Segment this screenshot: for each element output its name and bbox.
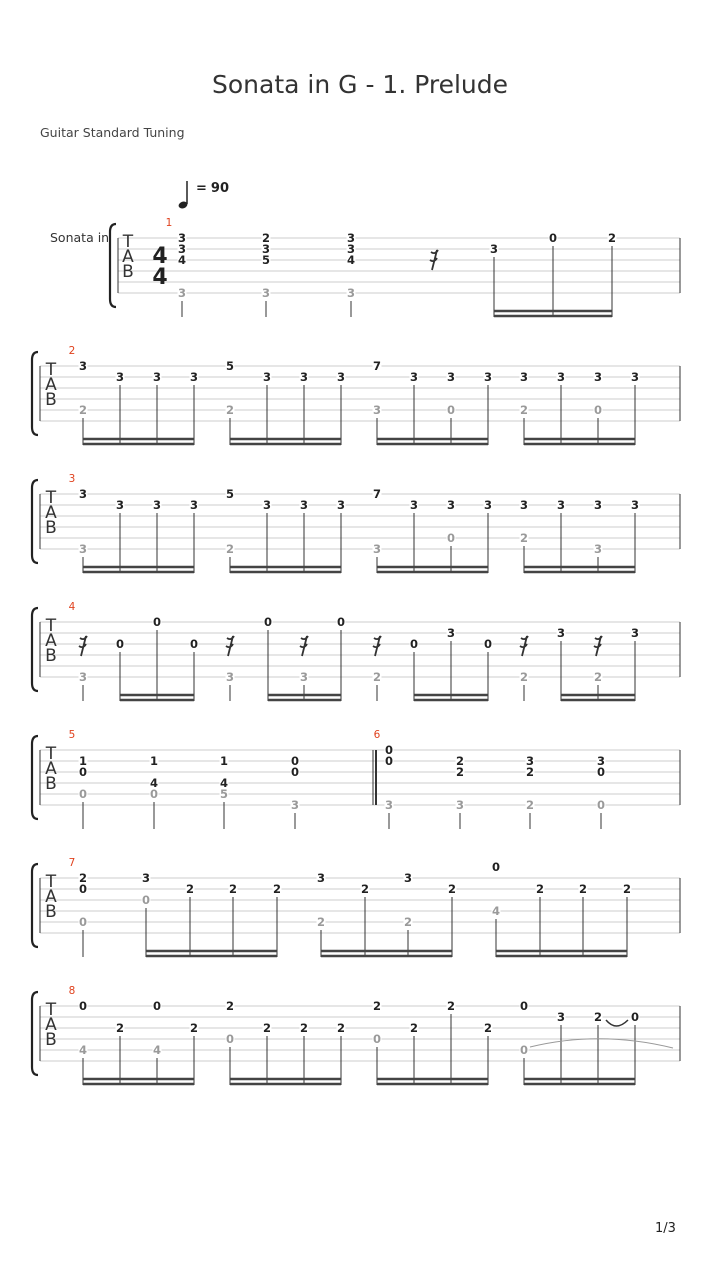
tab-clef-letter: T — [45, 744, 57, 764]
fret-number: 3 — [483, 370, 493, 384]
fret-number: 3 — [630, 626, 640, 640]
fret-number: 3 — [556, 498, 566, 512]
fret-number: 0 — [519, 999, 529, 1013]
fret-number: 3 — [525, 754, 535, 768]
tab-clef-letter: T — [45, 1000, 57, 1020]
fret-number: 3 — [596, 754, 606, 768]
rest-icon — [520, 636, 528, 656]
fret-number: 3 — [152, 370, 162, 384]
fret-number: 3 — [336, 498, 346, 512]
fret-number: 0 — [115, 637, 125, 651]
fret-number: 2 — [316, 915, 326, 929]
measure-number: 4 — [68, 601, 76, 613]
fret-number: 0 — [372, 1032, 382, 1046]
fret-number: 3 — [556, 370, 566, 384]
system-bracket — [32, 864, 38, 947]
fret-number: 2 — [525, 798, 535, 812]
fret-number: 3 — [177, 231, 187, 245]
fret-number: 0 — [519, 1043, 529, 1057]
fret-number: 0 — [78, 765, 88, 779]
tab-clef-letter: A — [45, 759, 57, 779]
fret-number: 0 — [290, 754, 300, 768]
tab-clef-letter: B — [45, 646, 57, 666]
fret-number: 0 — [596, 765, 606, 779]
rest-icon — [300, 636, 308, 656]
fret-number: 3 — [78, 670, 88, 684]
fret-number: 3 — [290, 798, 300, 812]
fret-number: 2 — [446, 999, 456, 1013]
fret-number: 2 — [519, 670, 529, 684]
fret-number: 2 — [622, 882, 632, 896]
tuning-label: Guitar Standard Tuning — [40, 125, 185, 140]
fret-number: 3 — [115, 370, 125, 384]
fret-number: 5 — [225, 359, 235, 373]
fret-number: 3 — [556, 1010, 566, 1024]
fret-number: 3 — [299, 670, 309, 684]
fret-number: 3 — [336, 370, 346, 384]
fret-number: 3 — [372, 403, 382, 417]
fret-number: 2 — [185, 882, 195, 896]
tempo-equals: = — [196, 181, 207, 196]
fret-number: 2 — [519, 531, 529, 545]
fret-number: 0 — [189, 637, 199, 651]
fret-number: 0 — [290, 765, 300, 779]
fret-number: 3 — [262, 370, 272, 384]
fret-number: 3 — [141, 871, 151, 885]
fret-number: 2 — [403, 915, 413, 929]
fret-number: 0 — [491, 860, 501, 874]
tab-clef-letter: T — [45, 360, 57, 380]
fret-number: 3 — [177, 286, 187, 300]
rest-icon — [79, 636, 87, 656]
fret-number: 3 — [152, 498, 162, 512]
fret-number: 1 — [78, 754, 88, 768]
fret-number: 2 — [455, 754, 465, 768]
fret-number: 2 — [299, 1021, 309, 1035]
tab-clef-letter: A — [122, 247, 134, 267]
fret-number: 2 — [262, 1021, 272, 1035]
measure-number: 3 — [68, 473, 76, 485]
fret-number: 4 — [346, 253, 356, 267]
system-bracket — [32, 480, 38, 563]
fret-number: 4 — [78, 1043, 88, 1057]
fret-number: 3 — [455, 798, 465, 812]
fret-number: 0 — [141, 893, 151, 907]
measure-number: 5 — [68, 729, 76, 741]
tab-clef-letter: T — [45, 616, 57, 636]
fret-number: 0 — [152, 615, 162, 629]
fret-number: 3 — [556, 626, 566, 640]
fret-number: 3 — [225, 670, 235, 684]
fret-number: 0 — [78, 999, 88, 1013]
fret-number: 0 — [593, 403, 603, 417]
fret-number: 2 — [225, 542, 235, 556]
track-name: Sonata in — [50, 230, 110, 245]
fret-number: 2 — [519, 403, 529, 417]
page-title: Sonata in G - 1. Prelude — [211, 70, 508, 99]
rest-icon — [226, 636, 234, 656]
fret-number: 3 — [372, 542, 382, 556]
fret-number: 0 — [446, 531, 456, 545]
fret-number: 1 — [149, 754, 159, 768]
fret-number: 0 — [384, 754, 394, 768]
fret-number: 1 — [219, 754, 229, 768]
fret-number: 3 — [78, 359, 88, 373]
time-signature-top: 4 — [152, 244, 168, 269]
fret-number: 4 — [491, 904, 501, 918]
fret-number: 2 — [593, 1010, 603, 1024]
fret-number: 3 — [519, 370, 529, 384]
tab-clef-letter: B — [122, 262, 134, 282]
fret-number: 2 — [409, 1021, 419, 1035]
system-bracket — [32, 736, 38, 819]
fret-number: 2 — [78, 403, 88, 417]
tab-clef-letter: B — [45, 518, 57, 538]
fret-number: 0 — [149, 787, 159, 801]
fret-number: 2 — [272, 882, 282, 896]
fret-number: 0 — [384, 743, 394, 757]
fret-number: 3 — [409, 498, 419, 512]
fret-number: 3 — [316, 871, 326, 885]
fret-number: 2 — [447, 882, 457, 896]
fret-number: 2 — [336, 1021, 346, 1035]
tab-clef-letter: A — [45, 1015, 57, 1035]
measure-number: 7 — [68, 857, 76, 869]
fret-number: 3 — [78, 542, 88, 556]
time-signature-bottom: 4 — [152, 265, 168, 290]
fret-number: 0 — [336, 615, 346, 629]
tab-clef-letter: B — [45, 774, 57, 794]
fret-number: 3 — [78, 487, 88, 501]
tempo-bpm: 90 — [210, 181, 229, 196]
tab-clef-letter: T — [45, 488, 57, 508]
fret-number: 3 — [261, 242, 271, 256]
fret-number: 0 — [78, 787, 88, 801]
fret-number: 3 — [409, 370, 419, 384]
measure-number: 8 — [68, 985, 76, 997]
fret-number: 4 — [219, 776, 229, 790]
fret-number: 3 — [299, 498, 309, 512]
fret-number: 2 — [189, 1021, 199, 1035]
fret-number: 2 — [372, 670, 382, 684]
fret-number: 3 — [384, 798, 394, 812]
system-bracket — [32, 608, 38, 691]
fret-number: 2 — [228, 882, 238, 896]
measure-number: 2 — [68, 345, 76, 357]
fret-number: 2 — [483, 1021, 493, 1035]
fret-number: 2 — [455, 765, 465, 779]
slur-arc — [606, 1020, 628, 1026]
fret-number: 2 — [593, 670, 603, 684]
rest-icon — [594, 636, 602, 656]
fret-number: 3 — [177, 242, 187, 256]
fret-number: 3 — [115, 498, 125, 512]
fret-number: 2 — [261, 231, 271, 245]
fret-number: 2 — [535, 882, 545, 896]
fret-number: 7 — [372, 487, 382, 501]
fret-number: 3 — [593, 498, 603, 512]
fret-number: 3 — [446, 370, 456, 384]
fret-number: 3 — [483, 498, 493, 512]
tie-arc — [530, 1039, 673, 1048]
tab-clef-letter: T — [45, 872, 57, 892]
fret-number: 0 — [225, 1032, 235, 1046]
tab-clef-letter: B — [45, 902, 57, 922]
fret-number: 3 — [593, 370, 603, 384]
fret-number: 0 — [263, 615, 273, 629]
fret-number: 2 — [578, 882, 588, 896]
fret-number: 3 — [346, 242, 356, 256]
fret-number: 3 — [630, 498, 640, 512]
fret-number: 0 — [152, 999, 162, 1013]
fret-number: 3 — [446, 498, 456, 512]
fret-number: 4 — [177, 253, 187, 267]
fret-number: 2 — [115, 1021, 125, 1035]
tab-clef-letter: B — [45, 1030, 57, 1050]
fret-number: 5 — [261, 253, 271, 267]
measure-number: 1 — [165, 217, 173, 229]
tab-clef-letter: A — [45, 631, 57, 651]
fret-number: 5 — [219, 787, 229, 801]
fret-number: 2 — [372, 999, 382, 1013]
fret-number: 3 — [346, 231, 356, 245]
system-bracket — [32, 352, 38, 435]
fret-number: 2 — [78, 871, 88, 885]
fret-number: 0 — [483, 637, 493, 651]
fret-number: 0 — [630, 1010, 640, 1024]
fret-number: 2 — [607, 231, 617, 245]
fret-number: 0 — [596, 798, 606, 812]
fret-number: 3 — [630, 370, 640, 384]
fret-number: 3 — [299, 370, 309, 384]
fret-number: 3 — [262, 498, 272, 512]
tab-clef-letter: T — [122, 232, 134, 252]
fret-number: 0 — [446, 403, 456, 417]
fret-number: 2 — [225, 999, 235, 1013]
tab-clef-letter: B — [45, 390, 57, 410]
fret-number: 2 — [525, 765, 535, 779]
fret-number: 3 — [446, 626, 456, 640]
fret-number: 0 — [409, 637, 419, 651]
system-bracket — [110, 224, 116, 307]
fret-number: 0 — [78, 915, 88, 929]
fret-number: 3 — [261, 286, 271, 300]
fret-number: 7 — [372, 359, 382, 373]
page-number: 1/3 — [655, 1221, 676, 1236]
fret-number: 3 — [189, 498, 199, 512]
fret-number: 3 — [189, 370, 199, 384]
fret-number: 2 — [225, 403, 235, 417]
fret-number: 3 — [519, 498, 529, 512]
system-bracket — [32, 992, 38, 1075]
fret-number: 4 — [149, 776, 159, 790]
tab-clef-letter: A — [45, 503, 57, 523]
fret-number: 5 — [225, 487, 235, 501]
fret-number: 0 — [78, 882, 88, 896]
tab-clef-letter: A — [45, 887, 57, 907]
fret-number: 3 — [346, 286, 356, 300]
fret-number: 3 — [403, 871, 413, 885]
measure-number: 6 — [373, 729, 381, 741]
rest-icon — [373, 636, 381, 656]
fret-number: 2 — [360, 882, 370, 896]
fret-number: 3 — [489, 242, 499, 256]
fret-number: 0 — [548, 231, 558, 245]
fret-number: 4 — [152, 1043, 162, 1057]
tab-clef-letter: A — [45, 375, 57, 395]
fret-number: 3 — [593, 542, 603, 556]
